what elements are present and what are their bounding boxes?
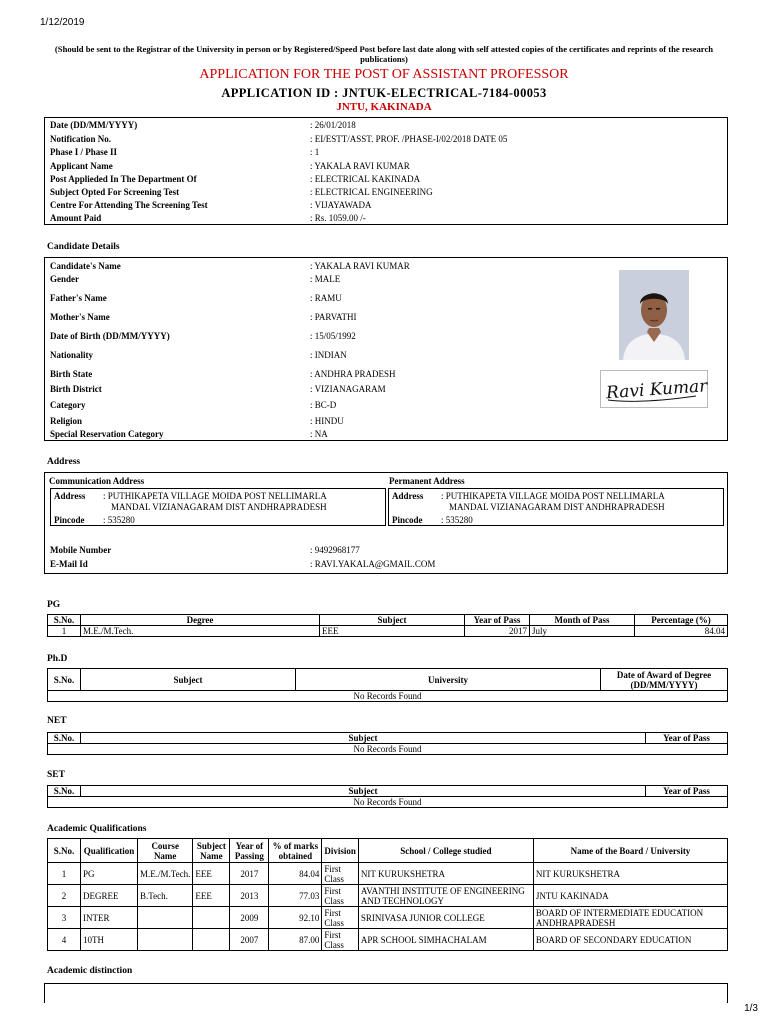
set-table xyxy=(47,785,728,808)
table-row: 1 M.E./M.Tech. EEE 2017 July 84.04 xyxy=(48,626,728,637)
application-summary: Date (DD/MM/YYYY) : 26/01/2018 Notification No. : EI/ESTT/ASST. PROF. /PHASE-I/02/2018 DATE 05 Phase I / Phase II : 1 Applicant Name : YAKALA RAVI KUMAR Post Applieded In The Department Of : ELECTRICAL KAKINADA Subject Opted For Screening Test : ELECTRICAL ENGINEERING Centre For Attending The Screening Test : VIJAYAWADA Amount Paid : Rs. 1059.00 /- xyxy=(44,117,728,225)
academic-distinction-box xyxy=(44,983,728,1003)
academic-distinction-heading: Academic distinction xyxy=(47,966,133,976)
university-name: JNTU, KAKINADA xyxy=(336,101,432,113)
pg-table xyxy=(47,614,728,637)
print-date: 1/12/2019 xyxy=(40,17,85,28)
application-id: APPLICATION ID : JNTUK-ELECTRICAL-7184-00053 xyxy=(221,86,547,100)
person-photo-icon xyxy=(619,270,689,360)
address-heading: Address xyxy=(47,457,81,467)
phd-table xyxy=(47,668,728,702)
table-header-row: S.No. Qualification Course Name Subject Name Year of Passing % of marks obtained Division School / College studied Name of the Board / University xyxy=(48,839,728,863)
table-header-row: S.No. Subject University Date of Award of Degree (DD/MM/YYYY) xyxy=(48,669,728,691)
candidate-signature xyxy=(600,370,708,408)
communication-address: Address : PUTHIKAPETA VILLAGE MOIDA POST NELLIMARLA MANDAL VIZIANAGARAM DIST ANDHRAPRADESH Pincode : 535280 xyxy=(50,488,386,526)
page-number: 1/3 xyxy=(744,1003,758,1014)
communication-address-title: Communication Address xyxy=(49,476,145,486)
address-section: Communication Address Permanent Address Address : PUTHIKAPETA VILLAGE MOIDA POST NELLIMARLA MANDAL VIZIANAGARAM DIST ANDHRAPRADESH Pincode : 535280 Address : PUTHIKAPETA VILLAGE MOIDA POST NELLIMARLA MANDAL VIZIANAGARAM DIST ANDHRAPRADESH Pincode : 535280 Mobile Number : 9492968177 E-Mail Id : RAVI.YAKALA@GMAIL.COM xyxy=(44,472,728,574)
net-table xyxy=(47,732,728,755)
signature-icon xyxy=(600,370,708,408)
permanent-address-title: Permanent Address xyxy=(389,476,465,486)
table-header-row: S.No. Subject Year of Pass xyxy=(48,786,728,797)
table-row: No Records Found xyxy=(48,744,728,755)
page-title: APPLICATION FOR THE POST OF ASSISTANT PROFESSOR xyxy=(199,67,569,82)
table-row: 4 10TH 2007 87.00 First Class APR SCHOOL SIMHACHALAM BOARD OF SECONDARY EDUCATION xyxy=(48,929,728,951)
academic-table xyxy=(47,838,728,951)
submission-note: (Should be sent to the Registrar of the University in person or by Registered/Speed Post before last date along with self attested copies of the certificates and reprints of the research publications) xyxy=(54,44,714,64)
candidate-photo xyxy=(619,270,689,360)
pg-heading: PG xyxy=(47,600,61,610)
table-row: 2 DEGREE B.Tech. EEE 2013 77.03 First Class AVANTHI INSTITUTE OF ENGINEERING AND TECHNOLOGY JNTU KAKINADA xyxy=(48,885,728,907)
table-header-row: S.No. Subject Year of Pass xyxy=(48,733,728,744)
permanent-address: Address : PUTHIKAPETA VILLAGE MOIDA POST NELLIMARLA MANDAL VIZIANAGARAM DIST ANDHRAPRADESH Pincode : 535280 xyxy=(388,488,724,526)
table-row: No Records Found xyxy=(48,691,728,702)
phd-heading: Ph.D xyxy=(47,654,68,664)
table-row: 1 PG M.E./M.Tech. EEE 2017 84.04 First Class NIT KURUKSHETRA NIT KURUKSHETRA xyxy=(48,863,728,885)
table-header-row: S.No. Degree Subject Year of Pass Month of Pass Percentage (%) xyxy=(48,615,728,626)
candidate-details: Candidate's Name : YAKALA RAVI KUMAR Gender : MALE Father's Name : RAMU Mother's Name : PARVATHI Date of Birth (DD/MM/YYYY) : 15/05/1992 Nationality : INDIAN Birth State : ANDHRA PRADESH Birth District : VIZIANAGARAM Category : BC-D Religion : HINDU Special Reservation Category : NA xyxy=(44,257,728,441)
net-heading: NET xyxy=(47,716,67,726)
table-row: 3 INTER 2009 92.10 First Class SRINIVASA JUNIOR COLLEGE BOARD OF INTERMEDIATE EDUCATION ANDHRAPRADESH xyxy=(48,907,728,929)
academic-heading: Academic Qualifications xyxy=(47,824,147,834)
set-heading: SET xyxy=(47,770,65,780)
table-row: No Records Found xyxy=(48,797,728,808)
candidate-details-heading: Candidate Details xyxy=(47,242,120,252)
svg-text:Ravi Kumar: Ravi Kumar xyxy=(605,376,708,404)
